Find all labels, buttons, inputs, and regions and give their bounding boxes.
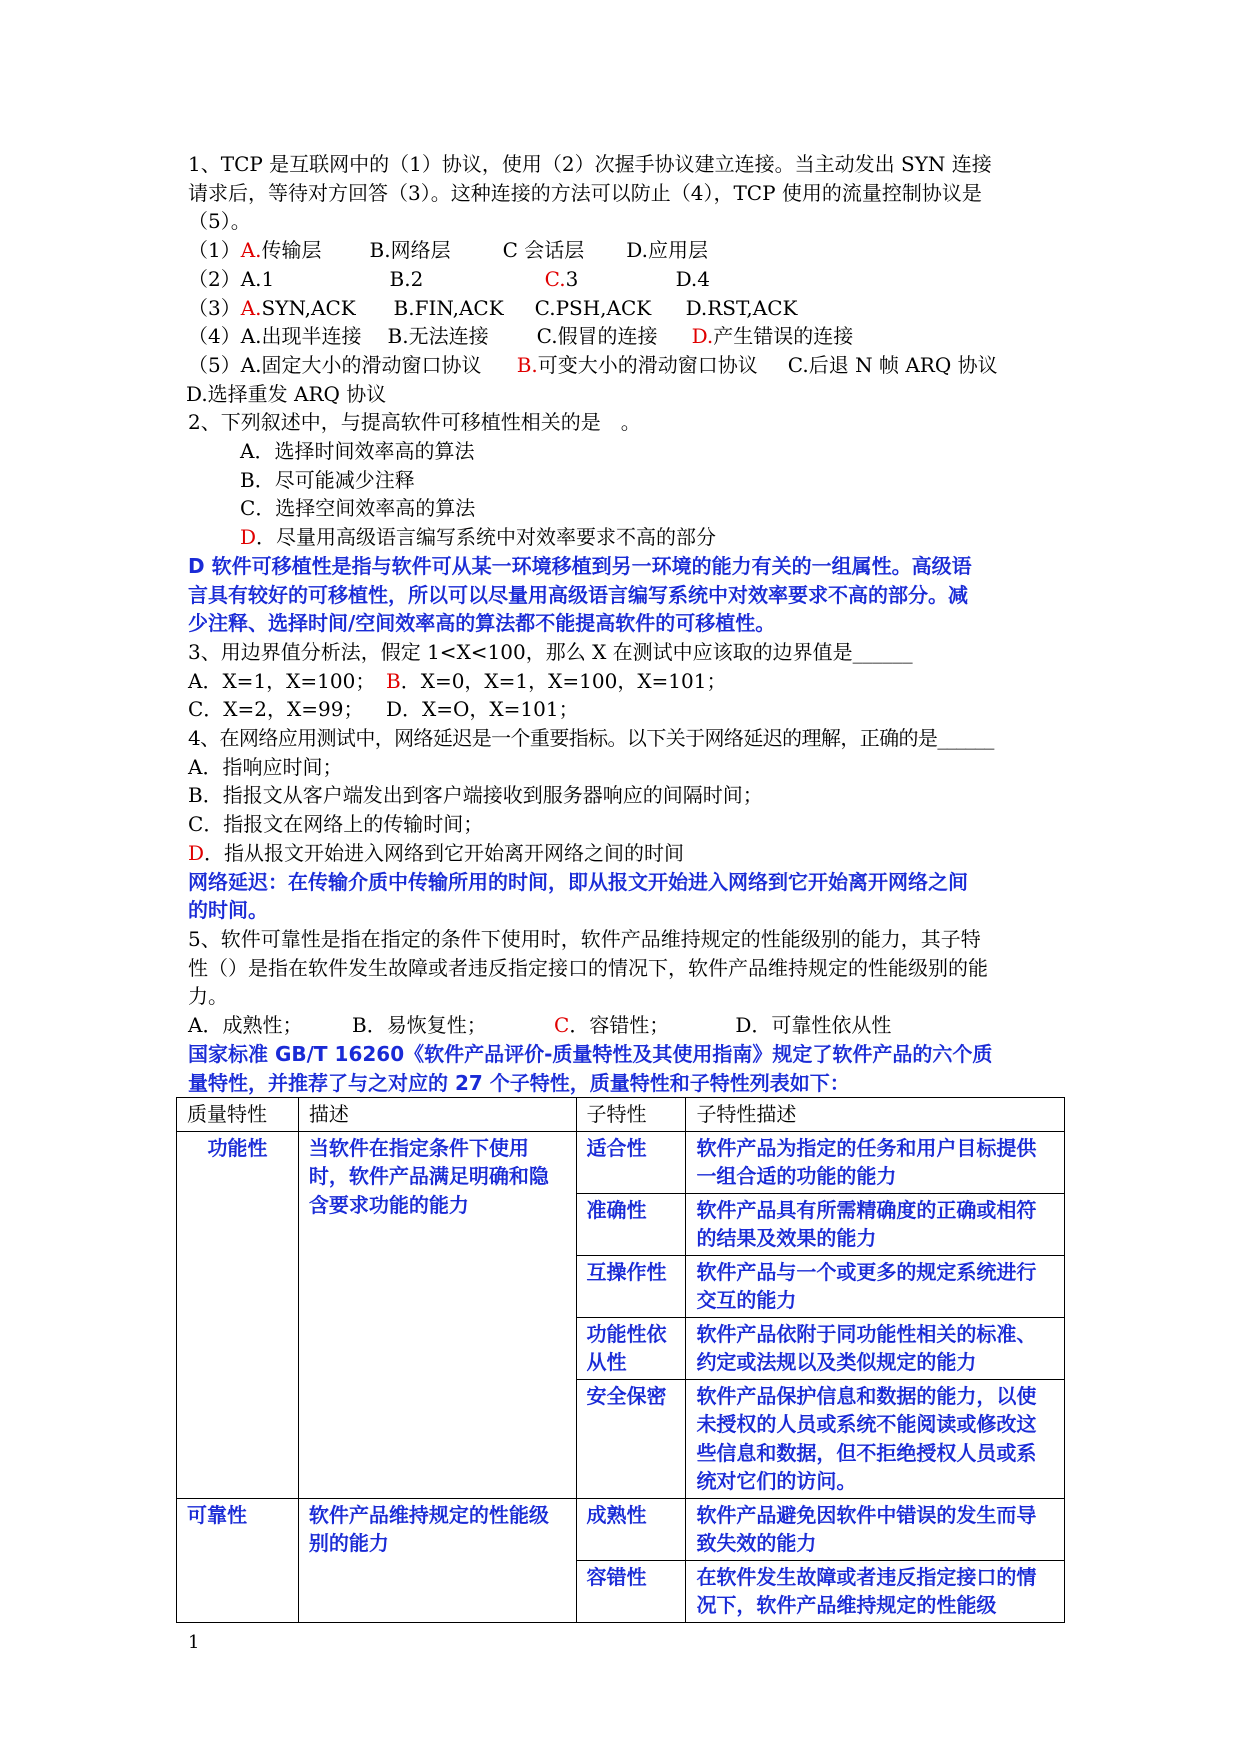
option-text: A．X=1，X=100； [188,668,376,693]
option-text: D．可靠性依从性 [735,1013,892,1038]
sub-characteristic-desc: 软件产品保护信息和数据的能力，以使未授权的人员或系统不能阅读或修改这些信息和数据，但不拒绝授权人员或系统对它们的访问。 [686,1379,1065,1498]
quality-characteristics-table [176,1097,1065,1623]
option-letter: B. [369,238,391,263]
q2-explanation-line-3: 少注释、选择时间/空间效率高的算法都不能提高软件的可移植性。 [188,611,776,636]
option-letter: D. [691,324,714,349]
option-text: ．指报文在网络上的传输时间； [203,812,484,837]
q3-options-line-2 [188,695,1060,724]
option-letter: A [240,439,255,464]
option-letter: B [188,783,203,808]
sub-characteristic-desc: 软件产品具有所需精确度的正确或相符的结果及效果的能力 [686,1193,1065,1255]
option-text: B．易恢复性； [352,1013,487,1038]
option-letter: C. [536,324,558,349]
option-letter: D. [685,295,708,320]
option-letter: B. [516,352,538,377]
sub-characteristic-name: 成熟性 [576,1498,686,1560]
sub-characteristic-desc: 软件产品为指定的任务和用户目标提供一组合适的功能的能力 [686,1131,1065,1193]
option-letter: A. [240,238,262,263]
option-letter: B. [393,295,415,320]
option-text: ．尽可能减少注释 [254,467,415,492]
option-text: 网络层 [390,238,451,263]
q2-option-d [188,523,1060,552]
option-letter: B. [387,324,409,349]
option-prefix: （2） [188,266,241,291]
option-text: D．X=O，X=101； [386,697,579,722]
option-text: ．选择时间效率高的算法 [254,439,475,464]
sub-characteristic-name: 安全保密 [576,1379,686,1498]
option-text: PSH,ACK [555,295,652,320]
q4-option-d [188,839,1060,868]
option-letter: A. [240,324,262,349]
option-text: ．选择空间效率高的算法 [255,496,476,521]
option-letter: C. [544,266,566,291]
option-prefix: （4） [188,324,241,349]
q1-stem-line-3: （5）。 [188,209,251,234]
option-text: 无法连接 [408,324,489,349]
option-text: ．容错性； [569,1013,670,1038]
option-text: ．指响应时间； [202,754,343,779]
q4-option-a [188,753,1060,782]
option-text: 2 [410,266,424,291]
option-letter: C [240,496,256,521]
option-letter: C [502,238,525,263]
q3-stem: 3、用边界值分析法，假定 1<X<100，那么 X 在测试中应该取的边界值是______ [188,639,913,664]
q1-option-row-1 [188,236,1060,265]
option-text: C.后退 N 帧 ARQ 协议 [787,352,998,377]
table-header: 质量特性 [177,1098,299,1132]
characteristic-desc: 当软件在指定条件下使用时，软件产品满足明确和隐含要求功能的能力 [298,1131,576,1498]
option-letter: D. [626,238,648,263]
q4-stem: 4、在网络应用测试中，网络延迟是一个重要指标。以下关于网络延迟的理解，正确的是______ [188,726,994,751]
option-text: 出现半连接 [261,324,362,349]
option-letter: B. [389,266,411,291]
option-text: 假冒的连接 [557,324,658,349]
option-letter: D. [675,266,698,291]
option-text: 应用层 [647,238,708,263]
q4-option-c [188,810,1060,839]
option-text: 4 [697,266,710,291]
option-text: 1 [261,266,275,291]
option-letter: D [240,525,257,550]
q4-explanation-line-2: 的时间。 [188,898,268,923]
option-prefix: （3） [188,295,241,320]
option-letter: D [188,840,205,865]
q1-stem-line-2: 请求后，等待对方回答（3）。这种连接的方法可以防止（4），TCP 使用的流量控制协议是 [188,180,982,205]
option-text: RST,ACK [707,295,798,320]
q1-option-row-2 [188,265,1060,294]
q5-stem-line-2: 性（）是指在软件发生故障或者违反指定接口的情况下，软件产品维持规定的性能级别的能 [188,955,988,980]
option-text: A．成熟性； [188,1013,303,1038]
q1-option-row-4 [188,322,1060,351]
characteristic-name: 功能性 [177,1131,299,1498]
q4-option-b [188,781,1060,810]
table-header: 描述 [298,1098,576,1132]
option-text: 产生错误的连接 [713,324,854,349]
option-letter: B [240,467,255,492]
option-text: ．尽量用高级语言编写系统中对效率要求不高的部分 [256,525,717,550]
q5-explanation-line-1: 国家标准 GB/T 16260《软件产品评价-质量特性及其使用指南》规定了软件产品的六个质 [188,1041,993,1066]
option-text: 传输层 [261,238,322,263]
q4-explanation-line-1: 网络延迟：在传输介质中传输所用的时间，即从报文开始进入网络到它开始离开网络之间 [188,869,968,894]
option-prefix: （5） [188,352,241,377]
q2-option-b [188,466,1060,495]
option-text: ．指从报文开始进入网络到它开始离开网络之间的时间 [204,840,685,865]
sub-characteristic-desc: 软件产品依附于同功能性相关的标准、约定或法规以及类似规定的能力 [686,1317,1065,1379]
q2-explanation-line-2: 言具有较好的可移植性，所以可以尽量用高级语言编写系统中对效率要求不高的部分。减 [188,582,968,607]
option-letter: A [188,754,203,779]
q5-stem-line-3: 力。 [188,984,228,1009]
sub-characteristic-name: 容错性 [576,1560,686,1622]
option-text: ．指报文从客户端发出到客户端接收到服务器响应的间隔时间； [202,783,763,808]
option-text: 会话层 [524,238,585,263]
table-header: 子特性描述 [686,1098,1065,1132]
option-letter: B [386,668,401,693]
q2-stem: 2、下列叙述中，与提高软件可移植性相关的是 。 [188,410,641,435]
page-number: 1 [188,1632,200,1653]
q2-option-a [188,437,1060,466]
sub-characteristic-name: 准确性 [576,1193,686,1255]
option-letter: A. [240,295,262,320]
option-text: SYN,ACK [261,295,356,320]
sub-characteristic-desc: 软件产品与一个或更多的规定系统进行交互的能力 [686,1255,1065,1317]
option-letter: C. [534,295,556,320]
q3-options-line-1 [188,667,1060,696]
option-letter: C [188,812,204,837]
option-text: A.固定大小的滑动窗口协议 [240,352,482,377]
q1-option-row-3 [188,294,1060,323]
table-row [177,1131,1065,1193]
table-header: 子特性 [576,1098,686,1132]
option-prefix: （1） [188,238,241,263]
q5-options [188,1011,1060,1040]
sub-characteristic-desc: 在软件发生故障或者违反指定接口的情况下，软件产品维持规定的性能级 [686,1560,1065,1622]
sub-characteristic-name: 适合性 [576,1131,686,1193]
q2-option-c [188,494,1060,523]
q2-explanation-line-1: D 软件可移植性是指与软件可从某一环境移植到另一环境的能力有关的一组属性。高级语 [188,553,972,578]
sub-characteristic-name: 功能性依从性 [576,1317,686,1379]
document-body [188,150,1060,1623]
q5-explanation-line-2: 量特性，并推荐了与之对应的 27 个子特性，质量特性和子特性列表如下： [188,1070,850,1095]
option-text: FIN,ACK [414,295,504,320]
table-row [177,1498,1065,1560]
characteristic-name: 可靠性 [177,1498,299,1622]
q5-stem-line-1: 5、软件可靠性是指在指定的条件下使用时，软件产品维持规定的性能级别的能力，其子特 [188,926,981,951]
table-header-row [177,1098,1065,1132]
option-text: 3 [565,266,579,291]
q1-option-row-5 [188,351,1060,380]
characteristic-desc: 软件产品维持规定的性能级别的能力 [298,1498,576,1622]
option-text: C．X=2，X=99； [188,697,364,722]
option-text: ．X=0，X=1，X=100，X=101； [400,668,727,693]
sub-characteristic-desc: 软件产品避免因软件中错误的发生而导致失效的能力 [686,1498,1065,1560]
option-letter: C [554,1013,570,1038]
sub-characteristic-name: 互操作性 [576,1255,686,1317]
option-text: 可变大小的滑动窗口协议 [537,352,758,377]
option-letter: A. [240,266,262,291]
q1-option-d-line: D.选择重发 ARQ 协议 [186,381,387,406]
q1-stem-line-1: 1、TCP 是互联网中的（1）协议，使用（2）次握手协议建立连接。当主动发出 SYN 连接 [188,152,992,176]
